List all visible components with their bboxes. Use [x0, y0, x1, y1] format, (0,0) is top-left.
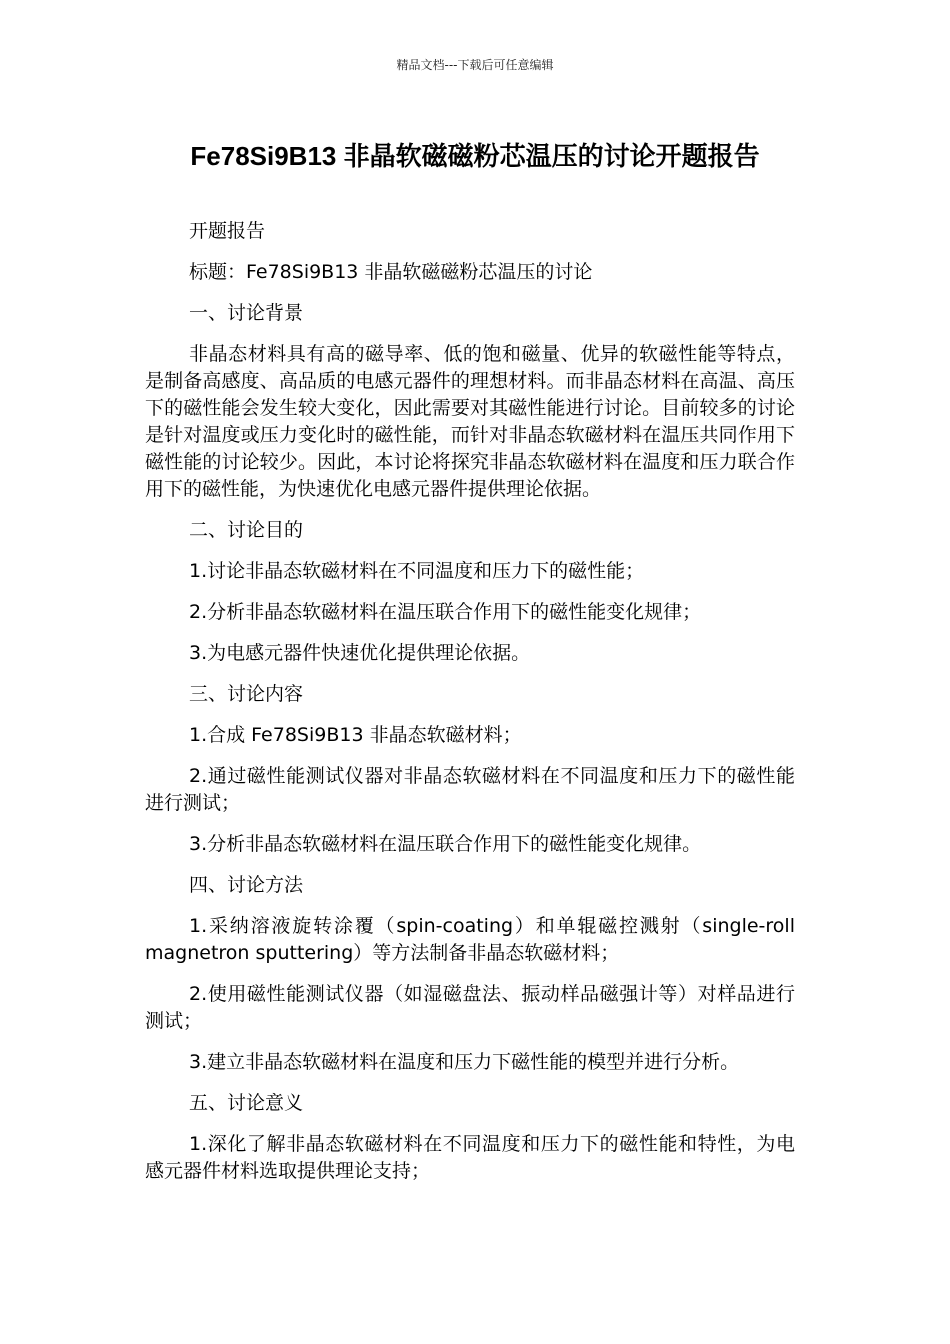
purpose-item: 1.讨论非晶态软磁材料在不同温度和压力下的磁性能；	[189, 560, 645, 582]
document-title: Fe78Si9B13 非晶软磁磁粉芯温压的讨论开题报告	[190, 141, 760, 171]
section-heading-content: 三、讨论内容	[189, 683, 304, 705]
content-item: 3.分析非晶态软磁材料在温压联合作用下的磁性能变化规律。	[189, 833, 702, 855]
section-heading-significance: 五、讨论意义	[189, 1092, 304, 1114]
background-paragraph: 非晶态材料具有高的磁导率、低的饱和磁量、优异的软磁性能等特点，是制备高感度、高品质的电感元器件的理想材料。而非晶态材料在高温、高压下的磁性能会发生较大变化，因此需要对其磁性能进行讨论。目前较多的讨论是针对温度或压力变化时的磁性能，而针对非晶态软磁材料在温压共同作用下磁性能的讨论较少。因此，本讨论将探究非晶态软磁材料在温度和压力联合作用下的磁性能，为快速优化电感元器件提供理论依据。	[145, 343, 795, 500]
content-item: 2.通过磁性能测试仪器对非晶态软磁材料在不同温度和压力下的磁性能进行测试；	[145, 765, 795, 814]
method-item: 3.建立非晶态软磁材料在温度和压力下磁性能的模型并进行分析。	[189, 1051, 740, 1073]
method-item: 1.采纳溶液旋转涂覆（spin-coating）和单辊磁控溅射（single-roll magnetron sputtering）等方法制备非晶态软磁材料；	[145, 915, 795, 964]
significance-item: 1.深化了解非晶态软磁材料在不同温度和压力下的磁性能和特性，为电感元器件材料选取提供理论支持；	[145, 1133, 795, 1182]
method-item: 2.使用磁性能测试仪器（如湿磁盘法、振动样品磁强计等）对样品进行测试；	[145, 983, 795, 1032]
section-heading-background: 一、讨论背景	[189, 302, 304, 324]
section-heading-purpose: 二、讨论目的	[189, 519, 304, 541]
content-item: 1.合成 Fe78Si9B13 非晶态软磁材料；	[189, 724, 522, 746]
purpose-item: 3.为电感元器件快速优化提供理论依据。	[189, 642, 531, 664]
report-subject: 标题：Fe78Si9B13 非晶软磁磁粉芯温压的讨论	[189, 261, 593, 283]
section-label: 开题报告	[189, 220, 266, 242]
page-header: 精品文档---下载后可任意编辑	[396, 58, 554, 72]
purpose-item: 2.分析非晶态软磁材料在温压联合作用下的磁性能变化规律；	[189, 601, 702, 623]
document-body	[145, 218, 795, 1199]
section-heading-method: 四、讨论方法	[189, 874, 304, 896]
